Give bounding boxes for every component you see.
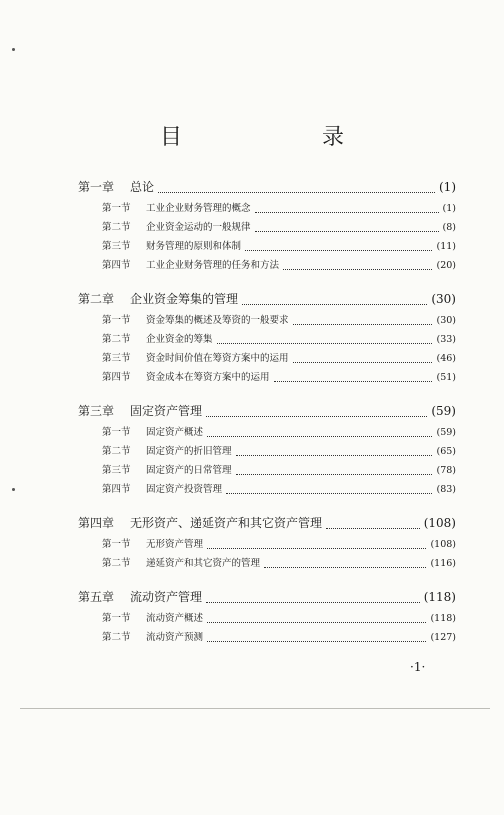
section-title: 企业资金运动的一般规律: [146, 222, 251, 233]
leader-dots: [207, 548, 426, 549]
section-title: 固定资产的日常管理: [146, 465, 232, 476]
section-title: 固定资产概述: [146, 427, 204, 438]
leader-dots: [236, 455, 433, 456]
chapter-3: [78, 402, 456, 500]
section-label: 第一节: [102, 427, 131, 438]
page-number: (127): [430, 632, 456, 643]
table-of-contents: [78, 178, 456, 662]
leader-dots: [206, 416, 427, 417]
leader-dots: [255, 212, 439, 213]
section-title: 资金筹集的概述及筹资的一般要求: [146, 315, 289, 326]
chapter-row[interactable]: [78, 178, 456, 200]
leader-dots: [245, 250, 432, 251]
chapter-label: 第三章: [78, 404, 115, 418]
page-number: (59): [436, 427, 456, 438]
section-label: 第四节: [102, 484, 131, 495]
section-row[interactable]: [78, 443, 456, 462]
page-number: (11): [436, 241, 456, 252]
section-row[interactable]: [78, 331, 456, 350]
leader-dots: [255, 231, 439, 232]
chapter-label: 第五章: [78, 590, 115, 604]
leader-dots: [207, 622, 426, 623]
page-number: (108): [430, 539, 456, 550]
section-title: 工业企业财务管理的任务和方法: [146, 260, 280, 271]
page-number: (118): [423, 590, 456, 604]
page-number: (65): [436, 446, 456, 457]
section-title: 流动资产预测: [146, 632, 204, 643]
section-title: 财务管理的原则和体制: [146, 241, 242, 252]
page-number: (30): [431, 292, 456, 306]
page-number: (20): [436, 260, 456, 271]
section-label: 第一节: [102, 315, 131, 326]
section-label: 第二节: [102, 222, 131, 233]
scan-speck: [12, 48, 15, 51]
section-title: 固定资产的折旧管理: [146, 446, 232, 457]
section-title: 流动资产概述: [146, 613, 204, 624]
scan-speck: [12, 488, 15, 491]
chapter-row[interactable]: [78, 402, 456, 424]
section-label: 第一节: [102, 613, 131, 624]
section-row[interactable]: [78, 610, 456, 629]
section-row[interactable]: [78, 481, 456, 500]
leader-dots: [217, 343, 433, 344]
leader-dots: [207, 641, 426, 642]
page-number: (59): [431, 404, 456, 418]
chapter-title: 无形资产、递延资产和其它资产管理: [130, 516, 323, 530]
chapter-row[interactable]: [78, 514, 456, 536]
section-label: 第四节: [102, 372, 131, 383]
section-row[interactable]: [78, 238, 456, 257]
chapter-title: 企业资金筹集的管理: [130, 292, 239, 306]
chapter-label: 第四章: [78, 516, 115, 530]
page-number: (1): [442, 203, 456, 214]
section-title: 递延资产和其它资产的管理: [146, 558, 261, 569]
chapter-4: [78, 514, 456, 574]
page-number: (83): [436, 484, 456, 495]
leader-dots: [206, 602, 420, 603]
leader-dots: [226, 493, 432, 494]
page-number: (46): [436, 353, 456, 364]
page-number: (51): [436, 372, 456, 383]
section-label: 第三节: [102, 465, 131, 476]
section-title: 资金成本在筹资方案中的运用: [146, 372, 270, 383]
page-number: (108): [423, 516, 456, 530]
leader-dots: [207, 436, 432, 437]
page-number: (8): [442, 222, 456, 233]
leader-dots: [264, 567, 426, 568]
section-row[interactable]: [78, 424, 456, 443]
section-row[interactable]: [78, 536, 456, 555]
section-row[interactable]: [78, 200, 456, 219]
page-number: (1): [439, 180, 456, 194]
section-row[interactable]: [78, 629, 456, 648]
section-row[interactable]: [78, 462, 456, 481]
chapter-title: 固定资产管理: [130, 404, 203, 418]
page-number: (118): [430, 613, 456, 624]
section-title: 工业企业财务管理的概念: [146, 203, 251, 214]
section-label: 第二节: [102, 446, 131, 457]
leader-dots: [236, 474, 433, 475]
chapter-5: [78, 588, 456, 648]
leader-dots: [158, 192, 435, 193]
section-row[interactable]: [78, 555, 456, 574]
section-title: 固定资产投资管理: [146, 484, 223, 495]
leader-dots: [326, 528, 420, 529]
section-label: 第二节: [102, 334, 131, 345]
leader-dots: [283, 269, 432, 270]
section-row[interactable]: [78, 369, 456, 388]
chapter-2: [78, 290, 456, 388]
page-number: (33): [436, 334, 456, 345]
section-title: 无形资产管理: [146, 539, 204, 550]
section-label: 第二节: [102, 632, 131, 643]
chapter-title: 总论: [130, 180, 155, 194]
section-title: 企业资金的筹集: [146, 334, 213, 345]
leader-dots: [274, 381, 433, 382]
section-title: 资金时间价值在筹资方案中的运用: [146, 353, 289, 364]
leader-dots: [293, 362, 433, 363]
section-row[interactable]: [78, 257, 456, 276]
section-row[interactable]: [78, 219, 456, 238]
leader-dots: [293, 324, 433, 325]
page-folio: ·1·: [410, 660, 426, 674]
chapter-label: 第一章: [78, 180, 115, 194]
section-label: 第三节: [102, 241, 131, 252]
section-label: 第三节: [102, 353, 131, 364]
chapter-row[interactable]: [78, 588, 456, 610]
page-title: 目 录: [159, 125, 376, 150]
section-label: 第一节: [102, 539, 131, 550]
section-row[interactable]: [78, 312, 456, 331]
chapter-row[interactable]: [78, 290, 456, 312]
section-label: 第二节: [102, 558, 131, 569]
chapter-label: 第二章: [78, 292, 115, 306]
bottom-rule: [20, 708, 490, 709]
section-label: 第四节: [102, 260, 131, 271]
chapter-1: [78, 178, 456, 276]
page-number: (30): [436, 315, 456, 326]
section-row[interactable]: [78, 350, 456, 369]
leader-dots: [242, 304, 427, 305]
chapter-title: 流动资产管理: [130, 590, 203, 604]
page-number: (116): [430, 558, 456, 569]
page-number: (78): [436, 465, 456, 476]
section-label: 第一节: [102, 203, 131, 214]
